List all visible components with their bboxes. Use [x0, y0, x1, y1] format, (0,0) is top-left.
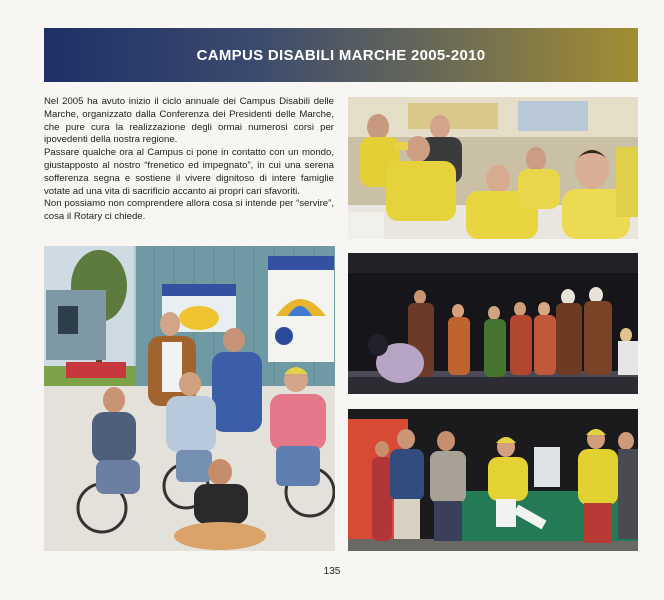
page-number: 135	[323, 566, 341, 577]
photo-volunteers-at-tables	[348, 97, 638, 239]
photo-performers-posing	[348, 409, 638, 551]
paragraph-3: Non possiamo non comprendere allora cosa si intende per “servire”, cosa il Rotary ci chiede.	[44, 198, 334, 223]
photo-wheelchair-group	[44, 246, 335, 551]
paragraph-2: Passare qualche ora al Campus ci pone in contatto con un mondo, giustapposto al nostro “frenetico ed impegnato”, in cui una serena sofferenza segna e sostiene il vivere dignitoso di intere famiglie votate ad una vita di sacrificio accanto ai propri cari sfavoriti.	[44, 147, 334, 197]
paragraph-1: Nel 2005 ha avuto inizio il ciclo annuale dei Campus Disabili delle Marche, organizzato dalla Conferenza dei Presidenti delle Marche, che pure cura la realizzazione degli ormai numerosi corsi per ipovedenti della nostra regione.	[44, 96, 334, 146]
article-text	[44, 96, 334, 224]
page-title: CAMPUS DISABILI MARCHE 2005-2010	[196, 46, 486, 64]
photo-stage-performance	[348, 253, 638, 394]
title-banner	[44, 28, 638, 82]
